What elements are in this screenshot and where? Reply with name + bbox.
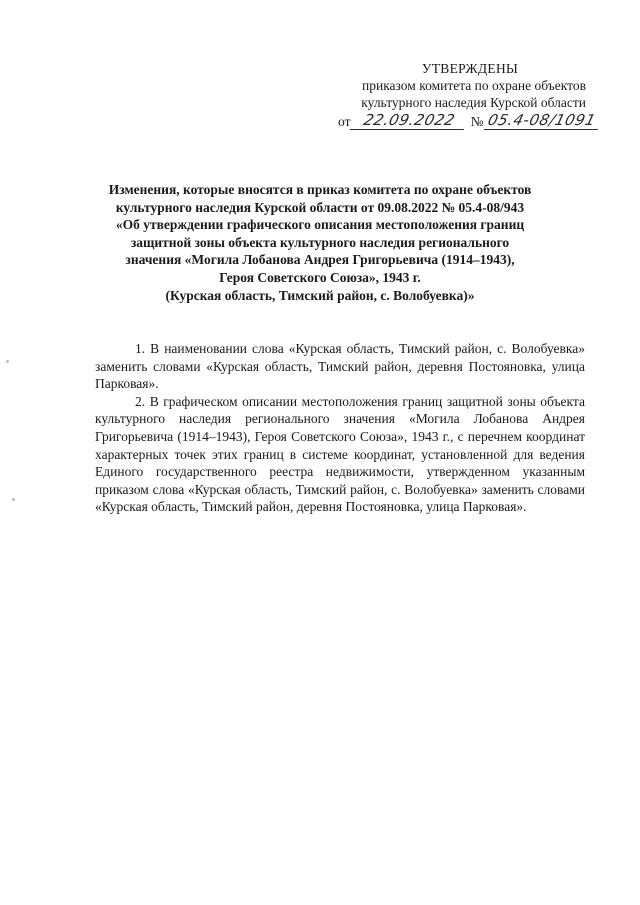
date-prefix: от bbox=[338, 114, 351, 129]
number-sign: № bbox=[470, 114, 484, 129]
approval-title: УТВЕРЖДЕНЫ bbox=[421, 61, 519, 76]
heading-line: Героя Советского Союза», 1943 г. bbox=[219, 269, 421, 285]
heading-line: Изменения, которые вносятся в приказ комитета по охране объектов bbox=[108, 182, 532, 197]
scan-speck bbox=[12, 498, 15, 501]
scan-speck bbox=[6, 360, 9, 363]
approval-line-2: культурного наследия Курской области bbox=[361, 95, 586, 110]
heading-line: защитной зоны объекта культурного наследия регионального bbox=[130, 234, 510, 250]
handwritten-number: 05.4-08/1091 bbox=[483, 112, 602, 130]
document-body bbox=[95, 340, 585, 516]
approval-line-1: приказом комитета по охране объектов bbox=[362, 78, 586, 93]
heading-line: (Курская область, Тимский район, с. Волобуевка)» bbox=[165, 287, 475, 303]
heading-line: культурного наследия Курской области от 09.08.2022 № 05.4-08/943 bbox=[115, 199, 525, 215]
document-heading bbox=[80, 181, 560, 304]
body-paragraph-2: 2. В графическом описании местоположения границ защитной зоны объекта культурного наследия регионального значения «Могила Лобанова Андрея Григорьевича (1914–1943), Героя Советского Союза», 1943 г., с перечнем координат характерных точек этих границ в системе координат, установленной для ведения Единого государственного реестра недвижимости, утвержденном указанным приказом слова «Курская область, Тимский район, с. Волобуевка» заменить словами «Курская область, Тимский район, деревня Постояновка, улица Парковая». bbox=[95, 393, 585, 515]
heading-line: «Об утверждении графического описания местоположения границ bbox=[115, 217, 525, 233]
body-paragraph-1: 1. В наименовании слова «Курская область, Тимский район, с. Волобуевка» заменить словами «Курская область, Тимский район, деревня Постояновка, улица Парковая». bbox=[95, 341, 585, 392]
heading-line: значения «Могила Лобанова Андрея Григорьевича (1914–1943), bbox=[125, 252, 515, 268]
approval-block bbox=[300, 60, 600, 130]
approval-date-number-line bbox=[338, 112, 600, 130]
handwritten-date: 22.09.2022 bbox=[350, 112, 469, 130]
